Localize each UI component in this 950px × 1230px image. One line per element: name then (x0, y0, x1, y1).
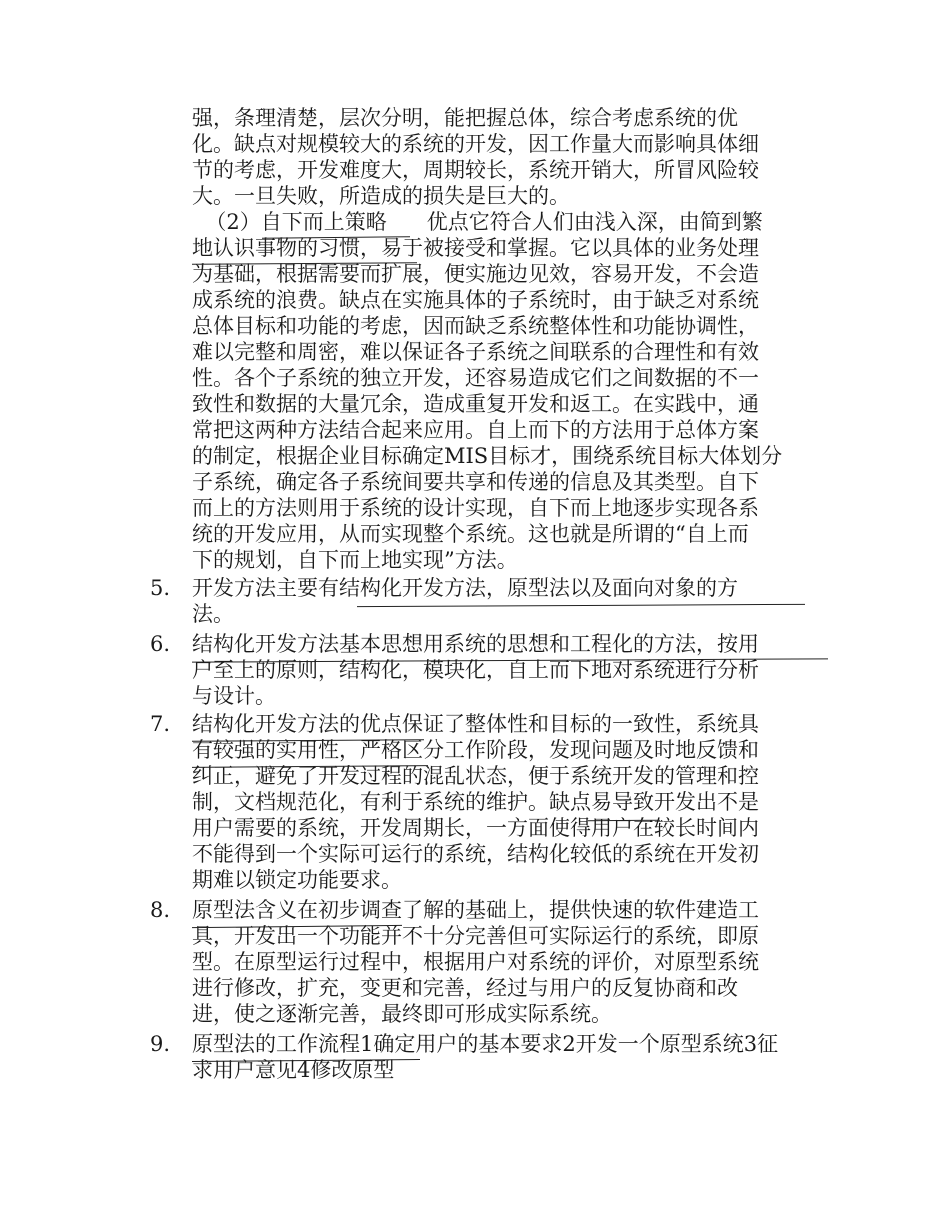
text-line: 常把这两种方法结合起来应用。自上而下的方法用于总体方案 (192, 418, 759, 442)
text-line: 难以完整和周密，难以保证各子系统之间联系的合理性和有效 (192, 340, 759, 364)
list-item-line: 原型法的工作流程1确定用户的基本要求2开发一个原型系统3征 (192, 1032, 779, 1056)
list-item-number: 9. (150, 1032, 171, 1056)
text-line: （2）自下而上策略 优点它符合人们由浅入深，由简到繁 (192, 210, 763, 234)
list-item-line: 进，使之逐渐完善，最终即可形成实际系统。 (192, 1002, 612, 1026)
list-item-line: 具，开发出一个功能并不十分完善但可实际运行的系统，即原 (192, 924, 759, 948)
text-line: 强，条理清楚，层次分明，能把握总体，综合考虑系统的优 (192, 106, 738, 130)
list-item-line: 纠正，避免了开发过程的混乱状态，便于系统开发的管理和控 (192, 764, 759, 788)
list-item-line: 开发方法主要有结构化开发方法，原型法以及面向对象的方 (192, 576, 738, 600)
text-line: 化。缺点对规模较大的系统的开发，因工作量大而影响具体细 (192, 132, 759, 156)
text-line: 性。各个子系统的独立开发，还容易造成它们之间数据的不一 (192, 366, 759, 390)
list-item-line: 原型法含义在初步调查了解的基础上，提供快速的软件建造工 (192, 898, 759, 922)
text-line: 致性和数据的大量冗余，造成重复开发和返工。在实践中，通 (192, 392, 759, 416)
list-item-line: 型。在原型运行过程中，根据用户对系统的评价，对原型系统 (192, 950, 759, 974)
list-item-line: 与设计。 (192, 684, 276, 708)
text-line: 统的开发应用，从而实现整个系统。这也就是所谓的“自上而 (192, 522, 749, 546)
list-item-number: 5. (150, 576, 171, 600)
text-line: 总体目标和功能的考虑，因而缺乏系统整体性和功能协调性， (192, 314, 759, 338)
text-line: 大。一旦失败，所造成的损失是巨大的。 (192, 184, 570, 208)
list-item-line: 法。 (192, 602, 234, 626)
list-item-line: 进行修改，扩充，变更和完善，经过与用户的反复协商和改 (192, 976, 738, 1000)
list-item-line: 求用户意见4修改原型 (192, 1058, 395, 1082)
list-item-line: 期难以锁定功能要求。 (192, 868, 402, 892)
text-line: 为基础，根据需要而扩展，便实施边见效，容易开发，不会造 (192, 262, 759, 286)
text-line: 地认识事物的习惯，易于被接受和掌握。它以具体的业务处理 (192, 236, 759, 260)
underline-mark (357, 604, 805, 607)
text-line: 的制定，根据企业目标确定MIS目标才，围绕系统目标大体划分 (192, 444, 783, 468)
list-item-line: 户至上的原则，结构化，模块化，自上而下地对系统进行分析 (192, 658, 759, 682)
list-item-line: 不能得到一个实际可运行的系统，结构化较低的系统在开发初 (192, 842, 759, 866)
list-item-number: 8. (150, 898, 171, 922)
list-item-line: 结构化开发方法基本思想用系统的思想和工程化的方法，按用 (192, 632, 759, 656)
list-item-line: 有较强的实用性，严格区分工作阶段，发现问题及时地反馈和 (192, 738, 759, 762)
text-line: 子系统，确定各子系统间要共享和传递的信息及其类型。自下 (192, 470, 759, 494)
list-item-line: 结构化开发方法的优点保证了整体性和目标的一致性，系统具 (192, 712, 759, 736)
text-line: 节的考虑，开发难度大，周期较长，系统开销大，所冒风险较 (192, 158, 759, 182)
text-line: 下的规划，自下而上地实现”方法。 (192, 548, 518, 572)
text-line: 成系统的浪费。缺点在实施具体的子系统时，由于缺乏对系统 (192, 288, 759, 312)
list-item-line: 用户需要的系统，开发周期长，一方面使得用户在较长时间内 (192, 816, 759, 840)
list-item-number: 7. (150, 712, 171, 736)
list-item-number: 6. (150, 632, 171, 656)
list-item-line: 制，文档规范化，有利于系统的维护。缺点易导致开发出不是 (192, 790, 759, 814)
text-line: 而上的方法则用于系统的设计实现，自下而上地逐步实现各系 (192, 496, 759, 520)
